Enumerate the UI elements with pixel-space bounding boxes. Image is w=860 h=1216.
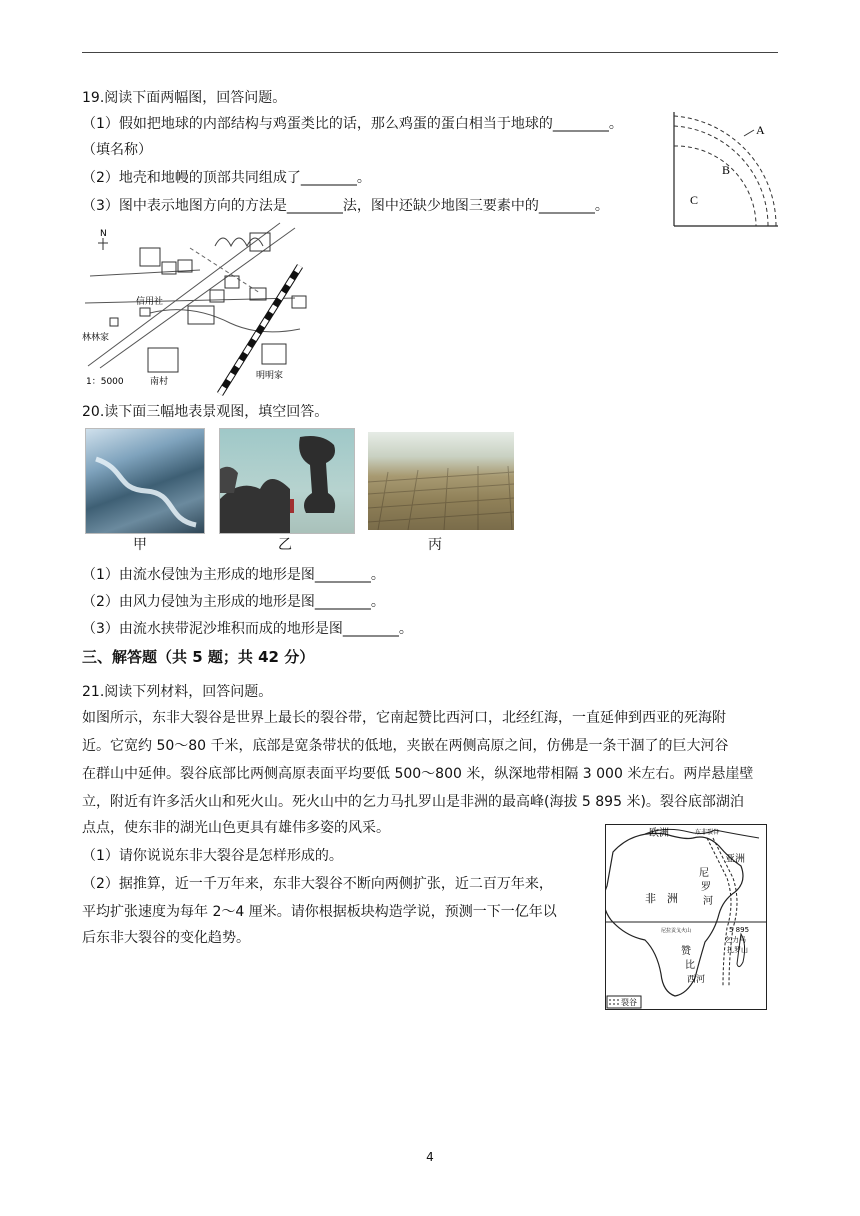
nile-label-2: 罗 <box>701 882 711 893</box>
q21-part1: （1）请你说说东非大裂谷是怎样形成的。 <box>82 848 343 864</box>
legend-rift-label: 裂谷 <box>621 998 637 1007</box>
q21-material-line4: 立，附近有许多活火山和死火山。死火山中的乞力马扎罗山是非洲的最高峰(海拔 5 895 米)。裂谷底部湖泊 <box>82 794 744 810</box>
layer-label-b: B <box>722 163 731 177</box>
mantle-outer-boundary <box>674 126 768 226</box>
europe-label: 欧洲 <box>649 828 669 839</box>
volcano-label: 尼拉贡戈火山 <box>661 928 692 934</box>
layer-label-a: A <box>756 123 765 137</box>
east-africa-rift-map <box>605 824 767 1010</box>
caption-yi: 乙 <box>278 537 292 553</box>
q21-part2-line3: 后东非大裂谷的变化趋势。 <box>82 930 250 946</box>
header-rule <box>82 52 778 53</box>
layer-label-c: C <box>690 193 699 207</box>
q20-part2: （2）由风力侵蚀为主形成的地形是图________。 <box>82 594 385 610</box>
nile-label-3: 河 <box>703 896 713 907</box>
building-icon <box>140 248 160 266</box>
q21-stem: 21.阅读下列材料，回答问题。 <box>82 684 273 700</box>
q19-part3: （3）图中表示地图方向的方法是________法，图中还缺少地图三要素中的________。 <box>82 198 609 214</box>
core-boundary <box>674 146 756 226</box>
q20-part3: （3）由流水挟带泥沙堆积而成的地形是图________。 <box>82 621 413 637</box>
q19-stem: 19.阅读下面两幅图，回答问题。 <box>82 90 287 106</box>
asia-label: 亚洲 <box>725 854 745 865</box>
north-arrow-label: N <box>100 229 107 239</box>
kilimanjaro-elevation: 5 895 <box>729 926 750 934</box>
q21-part2-line1: （2）据推算，近一千万年来，东非大裂谷不断向两侧扩张，近二百万年来， <box>82 876 553 892</box>
q20-part1: （1）由流水侵蚀为主形成的地形是图________。 <box>82 567 385 583</box>
hills-icon <box>215 238 263 246</box>
landscape-photo-jia <box>85 428 205 534</box>
q19-part1-note: （填名称） <box>82 142 152 158</box>
kilimanjaro-label-1: 乞力马 <box>725 936 746 944</box>
africa-label-2: 洲 <box>667 892 678 905</box>
page-number: 4 <box>426 1150 434 1164</box>
q21-material-line1: 如图所示，东非大裂谷是世界上最长的裂谷带，它南起赞比西河口，北经红海，一直延伸到西亚的死海附 <box>82 710 726 726</box>
caption-jia: 甲 <box>133 537 147 553</box>
landscape-photo-yi <box>219 428 355 534</box>
q20-stem: 20.读下面三幅地表景观图，填空回答。 <box>82 404 329 420</box>
q19-part2: （2）地壳和地幔的顶部共同组成了________。 <box>82 170 371 186</box>
rift-label: 东非裂谷 <box>695 829 720 836</box>
earth-layers-figure <box>672 110 780 228</box>
zambezi-label-3: 西河 <box>687 975 706 985</box>
q21-part2-line2: 平均扩张速度为每年 2～4 厘米。请你根据板块构造学说，预测一下一亿年以 <box>82 904 557 920</box>
village-map-figure <box>80 218 310 396</box>
zambezi-label-2: 比 <box>685 960 695 971</box>
africa-label-1: 非 <box>645 892 656 905</box>
south-village-label: 南村 <box>150 377 169 387</box>
caption-bing: 丙 <box>428 537 442 553</box>
credit-union-label: 信用社 <box>136 297 164 307</box>
kilimanjaro-label-2: 扎罗山 <box>727 946 748 954</box>
q21-material-line3: 在群山中延伸。裂谷底部比两侧高原表面平均要低 500～800 米，纵深地带相隔 3 000 米左右。两岸悬崖壁 <box>82 766 754 782</box>
q21-material-line5: 点点，使东非的湖光山色更具有雄伟多姿的风采。 <box>82 820 390 836</box>
section-heading: 三、解答题（共 5 题；共 42 分） <box>82 648 315 666</box>
nile-label-1: 尼 <box>699 868 709 879</box>
landscape-photo-bing <box>368 432 514 530</box>
map-scale: 1：5000 <box>86 377 124 387</box>
linlin-home-label: 林林家 <box>82 333 110 343</box>
q21-material-line2: 近。它宽约 50～80 千米，底部是宽条带状的低地，夹嵌在两侧高原之间，仿佛是一条干涸了的巨大河谷 <box>82 738 729 754</box>
zambezi-label-1: 赞 <box>681 946 691 957</box>
mingming-home-label: 明明家 <box>256 371 284 381</box>
q19-part1: （1）假如把地球的内部结构与鸡蛋类比的话，那么鸡蛋的蛋白相当于地球的________。 <box>82 116 623 132</box>
